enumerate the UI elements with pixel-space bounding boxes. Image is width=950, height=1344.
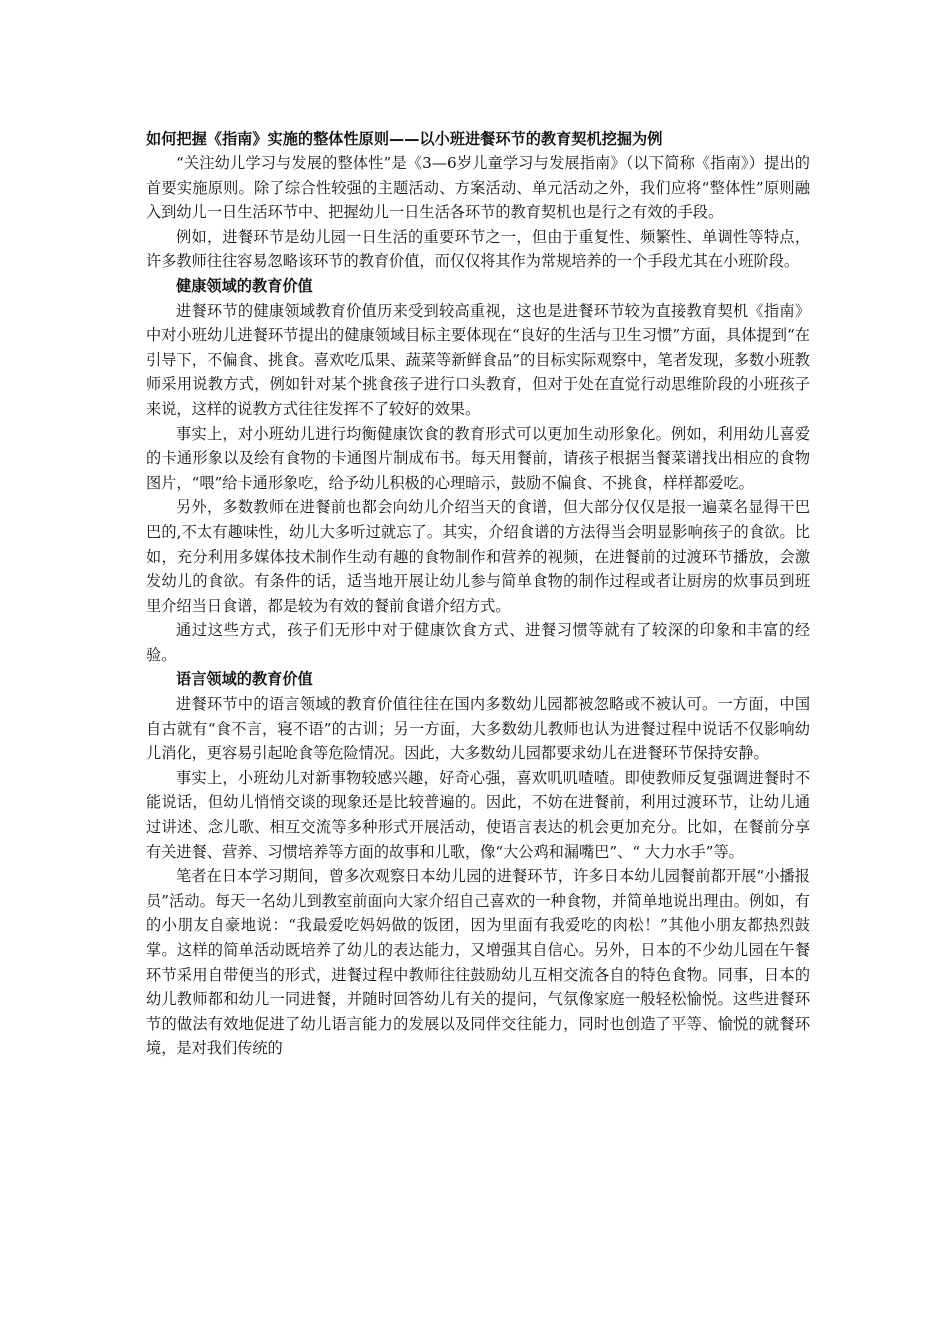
language-paragraph-2: 事实上，小班幼儿对新事物较感兴趣，好奇心强，喜欢叽叽喳喳。即使教师反复强调进餐时不能说话，但幼儿悄悄交谈的现象还是比较普遍的。因此，不妨在进餐前，利用过渡环节，让幼儿通过讲述、念儿歌、相互交流等多种形式开展活动，使语言表达的机会更加充分。比如，在餐前分享有关进餐、营养、习惯培养等方面的故事和儿歌，像“大公鸡和漏嘴巴”、“ 大力水手”等。 bbox=[146, 768, 810, 861]
document-page bbox=[146, 127, 810, 1061]
health-paragraph-2: 事实上，对小班幼儿进行均衡健康饮食的教育形式可以更加生动形象化。例如，利用幼儿喜爱的卡通形象以及绘有食物的卡通图片制成布书。每天用餐前，请孩子根据当餐菜谱找出相应的食物图片，“喂”给卡通形象吃，给予幼儿积极的心理暗示，鼓励不偏食、不挑食，样样都爱吃。 bbox=[146, 424, 810, 492]
language-paragraph-1: 进餐环节中的语言领域的教育价值往往在国内多数幼儿园都被忽略或不被认可。一方面，中国自古就有“食不言，寝不语”的古训；另一方面，大多数幼儿教师也认为进餐过程中说话不仅影响幼儿消化，更容易引起呛食等危险情况。因此，大多数幼儿园都要求幼儿在进餐环节保持安静。 bbox=[146, 695, 810, 763]
section-heading-language: 语言领域的教育价值 bbox=[176, 670, 313, 689]
intro-paragraph-1: “关注幼儿学习与发展的整体性”是《3—6岁儿童学习与发展指南》（以下简称《指南》）提出的首要实施原则。除了综合性较强的主题活动、方案活动、单元活动之外，我们应将“整体性”原则融入到幼儿一日生活环节中、把握幼儿一日生活各环节的教育契机也是行之有效的手段。 bbox=[146, 154, 810, 222]
language-paragraph-3: 笔者在日本学习期间，曾多次观察日本幼儿园的进餐环节，许多日本幼儿园餐前都开展“小播报员”活动。每天一名幼儿到教室前面向大家介绍自己喜欢的一种食物，并简单地说出理由。例如，有的小朋友自豪地说：“我最爱吃妈妈做的饭团，因为里面有我爱吃的肉松！”其他小朋友都热烈鼓掌。这样的简单活动既培养了幼儿的表达能力，又增强其自信心。另外，日本的不少幼儿园在午餐环节采用自带便当的形式，进餐过程中教师往往鼓励幼儿互相交流各自的特色食物。同事，日本的幼儿教师都和幼儿一同进餐，并随时回答幼儿有关的提问，气氛像家庭一般轻松愉悦。这些进餐环节的做法有效地促进了幼儿语言能力的发展以及同伴交往能力，同时也创造了平等、愉悦的就餐环境，是对我们传统的 bbox=[146, 867, 810, 1058]
health-paragraph-4: 通过这些方式，孩子们无形中对于健康饮食方式、进餐习惯等就有了较深的印象和丰富的经验。 bbox=[146, 621, 810, 664]
document-title: 如何把握《指南》实施的整体性原则——以小班进餐环节的教育契机挖掘为例 bbox=[146, 130, 663, 148]
intro-paragraph-2: 例如，进餐环节是幼儿园一日生活的重要环节之一，但由于重复性、频繁性、单调性等特点，许多教师往往容易忽略该环节的教育价值，而仅仅将其作为常规培养的一个手段尤其在小班阶段。 bbox=[146, 227, 810, 271]
health-paragraph-3: 另外，多数教师在进餐前也都会向幼儿介绍当天的食谱，但大部分仅仅是报一遍菜名显得干巴巴的,不太有趣味性，幼儿大多听过就忘了。其实，介绍食谱的方法得当会明显影响孩子的食欲。比如，充分利用多媒体技术制作生动有趣的食物制作和营养的视频，在进餐前的过渡环节播放，会激发幼儿的食欲。有条件的话，适当地开展让幼儿参与简单食物的制作过程或者让厨房的炊事员到班里介绍当日食谱，都是较为有效的餐前食谱介绍方式。 bbox=[146, 498, 810, 615]
health-paragraph-1: 进餐环节的健康领域教育价值历来受到较高重视，这也是进餐环节较为直接教育契机《指南》中对小班幼儿进餐环节提出的健康领域目标主要体现在“良好的生活与卫生习惯”方面，具体提到“在引导下，不偏食、挑食。喜欢吃瓜果、蔬菜等新鲜食品”的目标实际观察中，笔者发现，多数小班教师采用说教方式，例如针对某个挑食孩子进行口头教育，但对于处在直觉行动思维阶段的小班孩子来说，这样的说教方式往往发挥不了较好的效果。 bbox=[146, 301, 810, 418]
section-heading-health: 健康领域的教育价值 bbox=[176, 276, 313, 295]
